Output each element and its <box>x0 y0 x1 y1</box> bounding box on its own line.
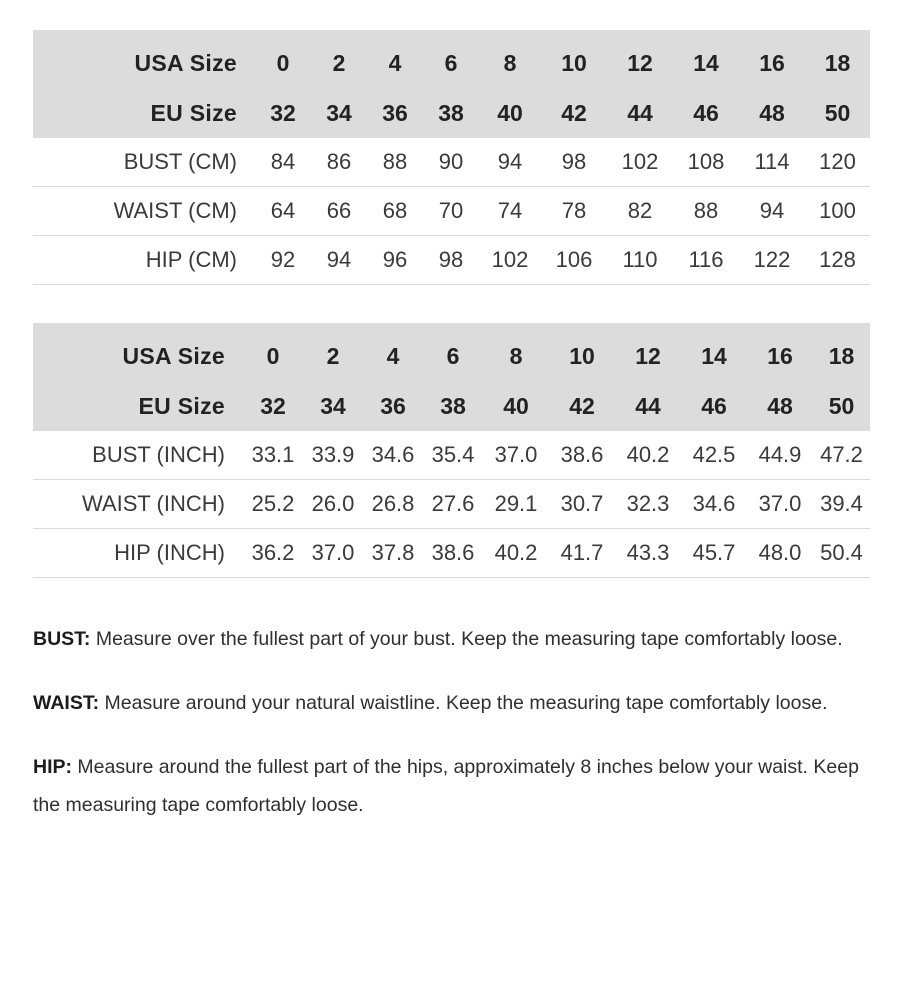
cell-value: 94 <box>759 198 785 223</box>
cell-value: 38.6 <box>560 442 604 467</box>
cell-value: 42 <box>569 393 595 419</box>
row-label: EU Size <box>138 393 225 419</box>
size-table-inch <box>33 323 870 578</box>
note-bust <box>33 620 873 658</box>
cell-value: 35.4 <box>431 442 475 467</box>
table-row <box>33 431 870 480</box>
cell-value: 40 <box>497 100 523 126</box>
cell-value: 18 <box>828 343 855 369</box>
note-term: WAIST: <box>33 692 100 714</box>
table-row <box>33 323 870 381</box>
cell-value: 18 <box>824 50 851 76</box>
cell-value: 29.1 <box>494 491 538 516</box>
size-table-cm <box>33 30 870 285</box>
cell-value: 116 <box>688 247 724 272</box>
cell-value: 70 <box>438 198 464 223</box>
cell-value: 84 <box>270 149 296 174</box>
cell-value: 37.0 <box>494 442 538 467</box>
cell-value: 44 <box>627 100 653 126</box>
cell-value: 98 <box>561 149 587 174</box>
cell-value: 40 <box>503 393 529 419</box>
cell-value: 66 <box>326 198 352 223</box>
cell-value: 122 <box>753 247 791 272</box>
cell-value: 34.6 <box>692 491 736 516</box>
cell-value: 38 <box>438 100 464 126</box>
cell-value: 33.1 <box>251 442 295 467</box>
cell-value: 108 <box>687 149 725 174</box>
cell-value: 46 <box>701 393 727 419</box>
cell-value: 38 <box>440 393 466 419</box>
cell-value: 45.7 <box>692 540 736 565</box>
cell-value: 40.2 <box>494 540 538 565</box>
cell-value: 48 <box>767 393 793 419</box>
table-row <box>33 138 870 187</box>
row-label: BUST (INCH) <box>92 442 225 467</box>
note-body: Measure over the fullest part of your bust. Keep the measuring tape comfortably loose. <box>90 628 843 650</box>
cell-value: 12 <box>635 343 661 369</box>
cell-value: 26.8 <box>371 491 415 516</box>
table-row <box>33 88 870 138</box>
cell-value: 106 <box>555 247 593 272</box>
cell-value: 46 <box>693 100 719 126</box>
cell-value: 33.9 <box>311 442 355 467</box>
cell-value: 8 <box>503 50 517 76</box>
cell-value: 36 <box>380 393 406 419</box>
row-label: WAIST (INCH) <box>82 491 225 516</box>
cell-value: 16 <box>759 50 785 76</box>
cell-value: 32 <box>270 100 296 126</box>
row-label: WAIST (CM) <box>113 198 237 223</box>
cell-value: 39.4 <box>820 491 863 516</box>
cell-value: 30.7 <box>560 491 604 516</box>
table-row <box>33 480 870 529</box>
cell-value: 42 <box>561 100 587 126</box>
cell-value: 64 <box>270 198 296 223</box>
cell-value: 27.6 <box>431 491 475 516</box>
cell-value: 50 <box>828 393 855 419</box>
cell-value: 94 <box>326 247 352 272</box>
cell-value: 16 <box>767 343 793 369</box>
cell-value: 102 <box>491 247 529 272</box>
cell-value: 32.3 <box>626 491 670 516</box>
cell-value: 2 <box>332 50 346 76</box>
cell-value: 48 <box>759 100 785 126</box>
row-label: EU Size <box>150 100 237 126</box>
cell-value: 128 <box>819 247 856 272</box>
cell-value: 40.2 <box>626 442 670 467</box>
cell-value: 12 <box>627 50 653 76</box>
cell-value: 10 <box>569 343 595 369</box>
note-body: Measure around your natural waistline. Keep the measuring tape comfortably loose. <box>99 692 828 714</box>
cell-value: 25.2 <box>251 491 295 516</box>
cell-value: 36 <box>382 100 408 126</box>
note-waist <box>33 684 873 722</box>
cell-value: 68 <box>382 198 408 223</box>
note-hip <box>33 748 873 824</box>
cell-value: 47.2 <box>820 442 863 467</box>
cell-value: 26.0 <box>311 491 355 516</box>
cell-value: 90 <box>438 149 464 174</box>
row-label: USA Size <box>122 343 225 369</box>
cell-value: 4 <box>386 343 400 369</box>
cell-value: 98 <box>438 247 464 272</box>
cell-value: 4 <box>388 50 402 76</box>
cell-value: 110 <box>622 247 658 272</box>
cell-value: 6 <box>446 343 460 369</box>
note-term: BUST: <box>33 628 91 650</box>
cell-value: 74 <box>497 198 523 223</box>
cell-value: 120 <box>819 149 856 174</box>
cell-value: 43.3 <box>626 540 670 565</box>
cell-value: 0 <box>266 343 280 369</box>
table-row <box>33 381 870 431</box>
row-label: BUST (CM) <box>123 149 237 174</box>
table-row <box>33 30 870 88</box>
cell-value: 44 <box>635 393 661 419</box>
cell-value: 102 <box>621 149 659 174</box>
cell-value: 14 <box>701 343 727 369</box>
cell-value: 37.0 <box>311 540 355 565</box>
cell-value: 88 <box>382 149 408 174</box>
cell-value: 42.5 <box>692 442 736 467</box>
note-term: HIP: <box>33 756 72 778</box>
cell-value: 82 <box>627 198 653 223</box>
table-spacer <box>33 285 870 323</box>
row-label: HIP (CM) <box>145 247 237 272</box>
cell-value: 2 <box>326 343 340 369</box>
cell-value: 44.9 <box>758 442 802 467</box>
cell-value: 34 <box>320 393 346 419</box>
cell-value: 34 <box>326 100 352 126</box>
cell-value: 38.6 <box>431 540 475 565</box>
row-label: USA Size <box>134 50 237 76</box>
cell-value: 41.7 <box>560 540 604 565</box>
table-row <box>33 187 870 236</box>
cell-value: 50 <box>824 100 851 126</box>
cell-value: 37.8 <box>371 540 415 565</box>
cell-value: 0 <box>276 50 290 76</box>
cell-value: 50.4 <box>820 540 863 565</box>
cell-value: 48.0 <box>758 540 802 565</box>
cell-value: 94 <box>497 149 523 174</box>
cell-value: 100 <box>819 198 856 223</box>
cell-value: 78 <box>561 198 587 223</box>
note-body: Measure around the fullest part of the hips, approximately 8 inches below your waist. Keep the measuring tape comfortably loose. <box>33 756 859 816</box>
row-label: HIP (INCH) <box>114 540 225 565</box>
cell-value: 6 <box>444 50 458 76</box>
cell-value: 32 <box>260 393 286 419</box>
cell-value: 96 <box>382 247 408 272</box>
table-row <box>33 236 870 285</box>
cell-value: 92 <box>270 247 296 272</box>
cell-value: 114 <box>754 149 790 174</box>
table-row <box>33 529 870 578</box>
cell-value: 36.2 <box>251 540 295 565</box>
cell-value: 10 <box>561 50 587 76</box>
cell-value: 8 <box>509 343 523 369</box>
cell-value: 14 <box>693 50 719 76</box>
cell-value: 86 <box>326 149 352 174</box>
cell-value: 88 <box>693 198 719 223</box>
cell-value: 34.6 <box>371 442 415 467</box>
measurement-notes <box>33 620 873 824</box>
cell-value: 37.0 <box>758 491 802 516</box>
